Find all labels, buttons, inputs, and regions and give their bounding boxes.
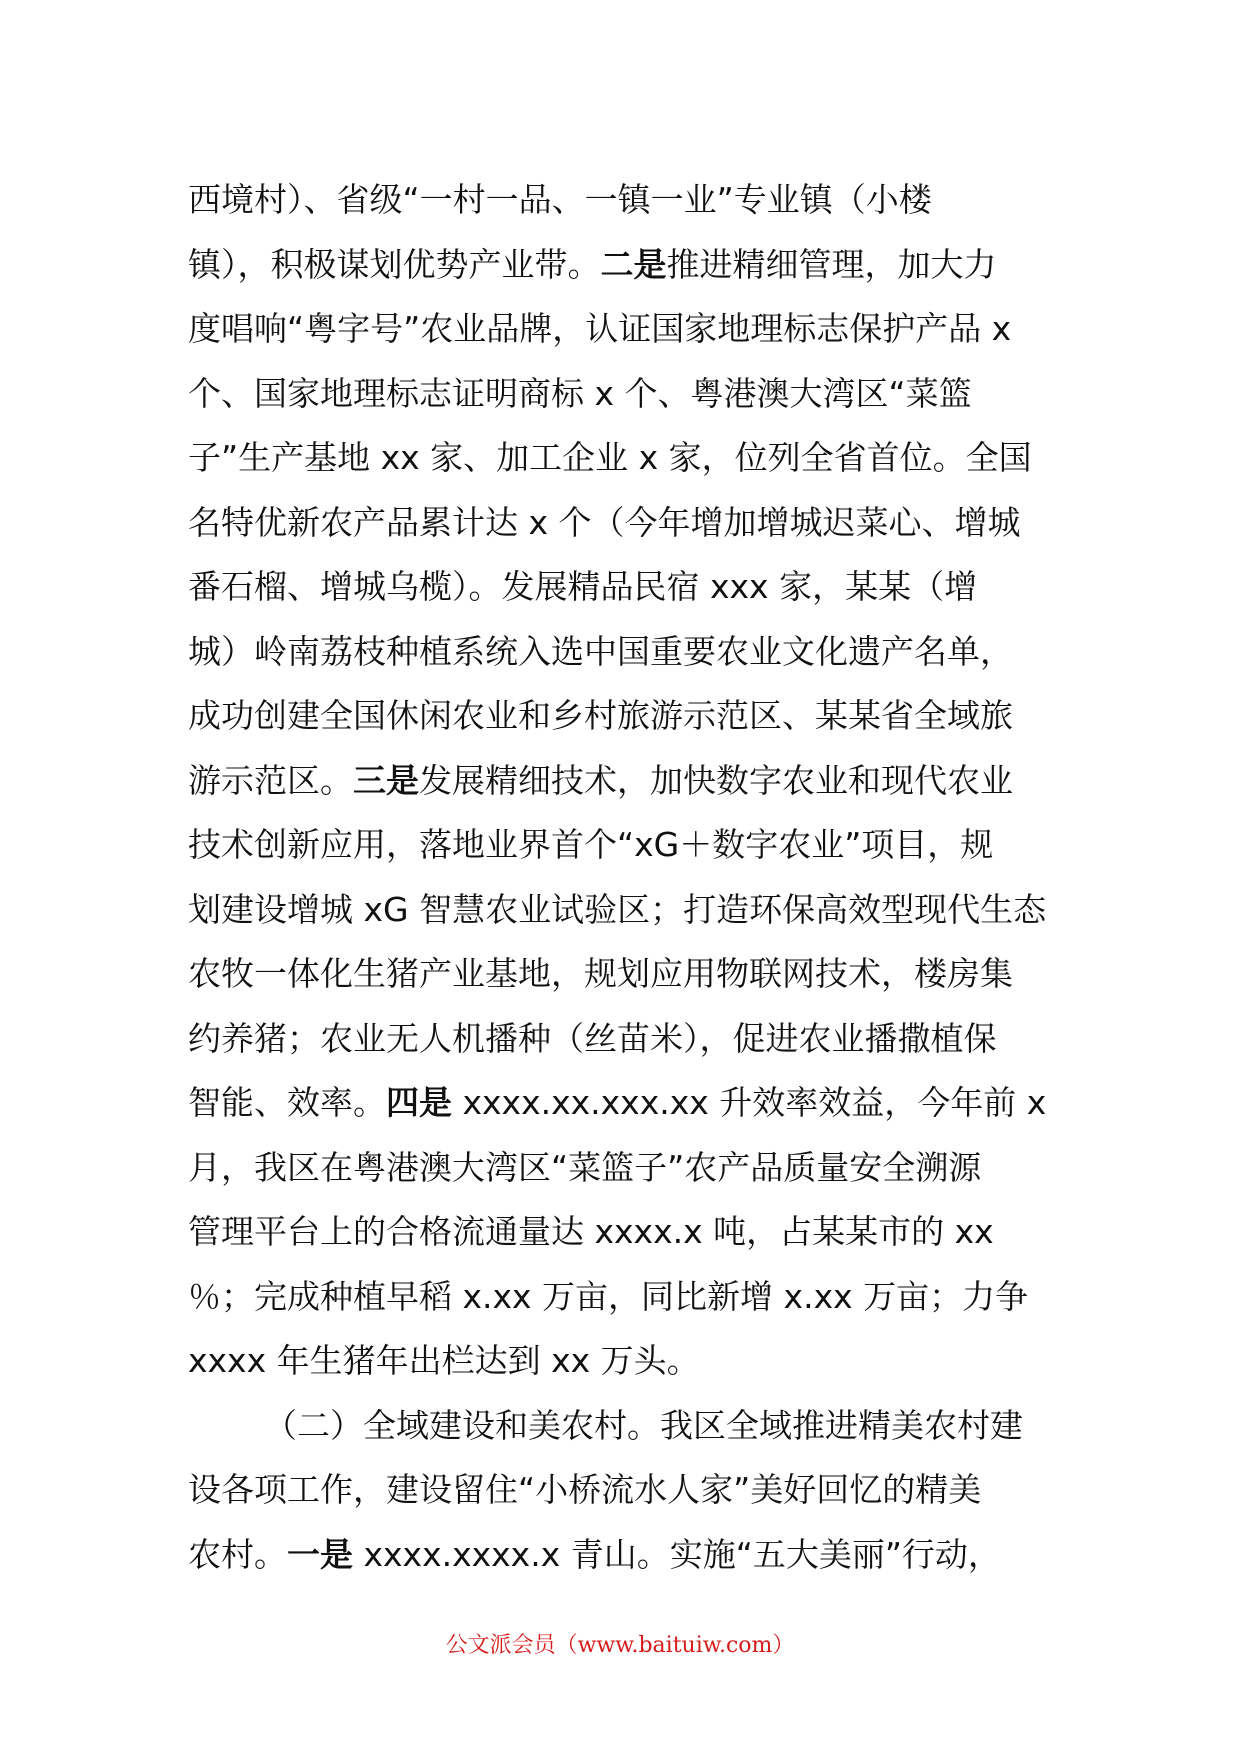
line-text: 划建设增城 xG 智慧农业试验区；打造环保高效型现代生态 [188,889,1047,929]
text-line [188,233,1068,298]
line-text: 番石榴、增城乌榄）。发展精品民宿 xxx 家，某某（增 [188,567,978,606]
line-text: 度唱响“粤字号”农业品牌，认证国家地理标志保护产品 x [188,309,1012,348]
line-text: 子”生产基地 xx 家、加工企业 x 家，位列全省首位。全国 [188,438,1032,477]
text-line [188,1071,1068,1136]
line-text: 推进精细管理，加大力 [666,244,997,284]
line-text: xxxx.xxxx.x 青山。实施“五大美丽”行动， [353,1534,1001,1574]
text-line [188,362,1068,427]
line-text: 技术创新应用，落地业界首个“xG＋数字农业”项目，规 [188,825,994,864]
line-text: 管理平台上的合格流通量达 xxxx.x 吨，占某某市的 xx [188,1212,994,1251]
line-text: 西境村）、省级“一村一品、一镇一业”专业镇（小楼 [188,180,932,219]
emphasis-text: 二是 [600,244,667,284]
line-text: 月，我区在粤港澳大湾区“菜篮子”农产品质量安全溯源 [188,1147,982,1187]
text-line [188,1200,1068,1265]
line-text: 成功创建全国休闲农业和乡村旅游示范区、某某省全域旅 [188,696,1013,735]
line-text: 游示范区。 [188,760,353,800]
line-text: xxxx 年生猪年出栏达到 xx 万头。 [188,1341,700,1380]
emphasis-text: 四是 [386,1083,452,1122]
line-text: 城）岭南荔枝种植系统入选中国重要农业文化遗产名单， [188,631,1013,671]
text-line [188,297,1068,362]
text-line [188,1136,1068,1201]
text-line [188,1007,1068,1072]
text-line [188,168,1068,233]
text-line [188,749,1068,814]
text-line [188,684,1068,749]
line-text: 设各项工作，建设留住“小桥流水人家”美好回忆的精美 [188,1470,982,1509]
line-text: 农牧一体化生猪产业基地，规划应用物联网技术，楼房集 [188,954,1013,993]
line-text: xxxx.xx.xxx.xx 升效率效益，今年前 x [452,1083,1047,1122]
text-line [188,555,1068,620]
text-line [188,491,1068,556]
line-text: 镇），积极谋划优势产业带。 [188,244,601,284]
text-line [188,878,1068,943]
text-line [188,620,1068,685]
text-line [188,1458,1068,1523]
line-text: 智能、效率。 [188,1083,386,1122]
line-text: 名特优新农产品累计达 x 个（今年增加增城迟菜心、增城 [188,502,1021,542]
text-line [188,942,1068,1007]
emphasis-text: 一是 [287,1534,353,1574]
watermark-footer: 公文派会员（www.baituiw.com） [445,1633,795,1658]
line-text: （二）全域建设和美农村。我区全域推进精美农村建 [264,1405,1023,1445]
text-line [188,1523,1068,1588]
line-text: ％；完成种植早稻 x.xx 万亩，同比新增 x.xx 万亩；力争 [188,1276,1029,1316]
text-line [188,1265,1068,1330]
text-line [188,1329,1068,1394]
line-text: 发展精细技术，加快数字农业和现代农业 [419,760,1013,800]
line-text: 个、国家地理标志证明商标 x 个、粤港澳大湾区“菜篮 [188,373,972,413]
text-line [188,813,1068,878]
text-line [188,426,1068,491]
line-text: 农村。 [188,1534,287,1574]
emphasis-text: 三是 [353,760,419,800]
line-text: 约养猪；农业无人机播种（丝苗米），促进农业播撒植保 [188,1018,997,1058]
text-line [188,1394,1068,1459]
body-text [188,168,1068,1587]
